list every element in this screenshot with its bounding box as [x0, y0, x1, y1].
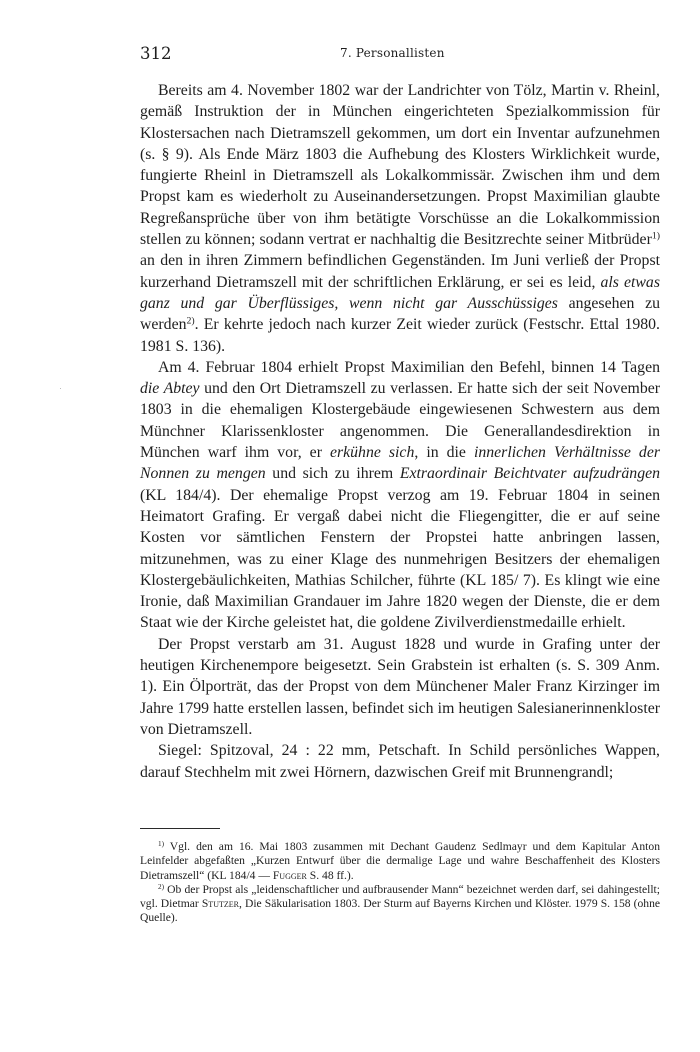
paragraph — [140, 80, 660, 357]
emphasis-text: als etwas ganz und gar Überflüssiges, wenn nicht gar Ausschüssiges — [140, 273, 660, 312]
note-marker: 2) — [158, 882, 164, 891]
text-run: Ob der Propst als „leidenschaftlicher und aufbrausender Mann“ bezeichnet werden darf, sei dahingestellt; vgl. Dietmar — [140, 882, 660, 911]
text-run: an den in ihren Zimmern befindlichen Gegenständen. Im Juni verließ der Propst kurzerhand Dietramszell mit der schriftlichen Erklärung, er sei es leid, — [140, 252, 660, 291]
text-run: Der Propst verstarb am 31. August 1828 und wurde in Grafing unter der heutigen Kirchenempore beigesetzt. Sein Grabstein ist erhalten (s. S. 309 Anm. 1). Ein Ölporträt, das der Propst von dem Münchener Maler Franz Kirzinger im Jahre 1799 hatte erstellen lassen, befindet sich im heutigen Salesianerinnenkloster von Dietramszell. — [140, 635, 660, 738]
footnote-rule — [140, 828, 220, 829]
author-name: Stutzer — [201, 897, 239, 911]
text-run: , in die — [414, 444, 474, 462]
text-run: Siegel: Spitzoval, 24 : 22 mm, Petschaft. In Schild persönliches Wappen, darauf Stechhelm mit zwei Hörnern, dazwischen Greif mit Brunnengrandl; — [140, 742, 660, 781]
text-run: (KL 184/4). Der ehemalige Propst verzog am 19. Februar 1804 in seinen Heimatort Grafing. Er vergaß dabei nicht die Fliegengitter, die er auf seine Kosten vor sämtlichen Fenstern der Propstei hatte anbringen lassen, mitzunehmen, was zu einer Klage des nunmehrigen Besitzers der ehemaligen Klostergebäulichkeiten, Mathias Schilcher, führte (KL 185/ 7). Es klingt wie eine Ironie, daß Maximilian Grandauer im Jahre 1820 wegen der Dienste, die er dem Staat wie der Kirche geleistet hat, die goldene Zivilverdienstmedaille erhielt. — [140, 486, 660, 632]
note-marker: 1) — [158, 840, 164, 849]
paragraph — [140, 740, 660, 783]
text-run: Am 4. Februar 1804 erhielt Propst Maximilian den Befehl, binnen 14 Tagen — [158, 358, 660, 376]
text-run: , Die Säkularisation 1803. Der Sturm auf Bayerns Kirchen und Klöster. 1979 S. 158 (ohne Quelle). — [140, 897, 661, 925]
page-number: 312 — [140, 44, 172, 63]
emphasis-text: die Abtey — [140, 380, 200, 398]
emphasis-text: Extraordinair Beichtvater aufzudrängen — [399, 465, 661, 483]
margin-mark — [60, 388, 61, 389]
author-name: Fugger — [272, 868, 307, 882]
text-run: . Er kehrte jedoch nach kurzer Zeit wieder zurück (Festschr. Ettal 1980. 1981 S. 136). — [140, 316, 660, 355]
text-run: und sich zu ihrem — [265, 465, 400, 483]
main-text — [140, 80, 660, 783]
footnote — [140, 840, 660, 883]
footnotes — [140, 840, 660, 926]
paragraph — [140, 357, 660, 634]
footnote — [140, 883, 660, 926]
emphasis-text: erkühne sich — [329, 444, 415, 462]
text-run: angesehen zu werden — [140, 294, 660, 334]
text-run: Bereits am 4. November 1802 war der Landrichter von Tölz, Martin v. Rheinl, gemäß Instruktion der in München eingerichteten Spezialkommission für Klostersachen nach Dietramszell gekommen, um dort ein Inventar aufzunehmen (s. § 9). Als Ende März 1803 die Aufhebung des Klosters Wirklichkeit wurde, fungierte Rheinl in Dietramszell als Lokalkommissär. Zwischen ihm und dem Propst kam es wiederholt zu Auseinandersetzungen. Propst Maximilian glaubte Regreßansprüche über von ihm betätigte Vorschüsse an die Lokalkommission stellen zu können; sodann vertrat er nachhaltig die Besitzrechte seiner Mitbrüder — [140, 82, 660, 249]
note-marker: 1) — [651, 230, 660, 242]
text-run: Vgl. den am 16. Mai 1803 zusammen mit Dechant Gaudenz Sedlmayr und dem Kapitular Anton Leinfelder abgefaßten „Kurzen Entwurf über die dermalige Lage und wahre Beschaffenheit des Klosters Dietramszell“ (KL 184/4 — — [140, 840, 660, 882]
text-run: und den Ort Dietramszell zu verlassen. Er hatte sich der seit November 1803 in die ehemaligen Klostergebäude eingewiesenen Schwestern aus dem Münchner Klarissenkloster angenommen. Die Generallandesdirektion in München warf ihm vor, er — [140, 380, 660, 462]
running-head: 7. Personallisten — [340, 46, 445, 60]
note-marker: 2) — [186, 315, 195, 327]
text-run: S. 48 ff.). — [306, 868, 354, 882]
paragraph — [140, 634, 660, 740]
emphasis-text: innerlichen Verhältnisse der Nonnen zu mengen — [140, 444, 660, 483]
